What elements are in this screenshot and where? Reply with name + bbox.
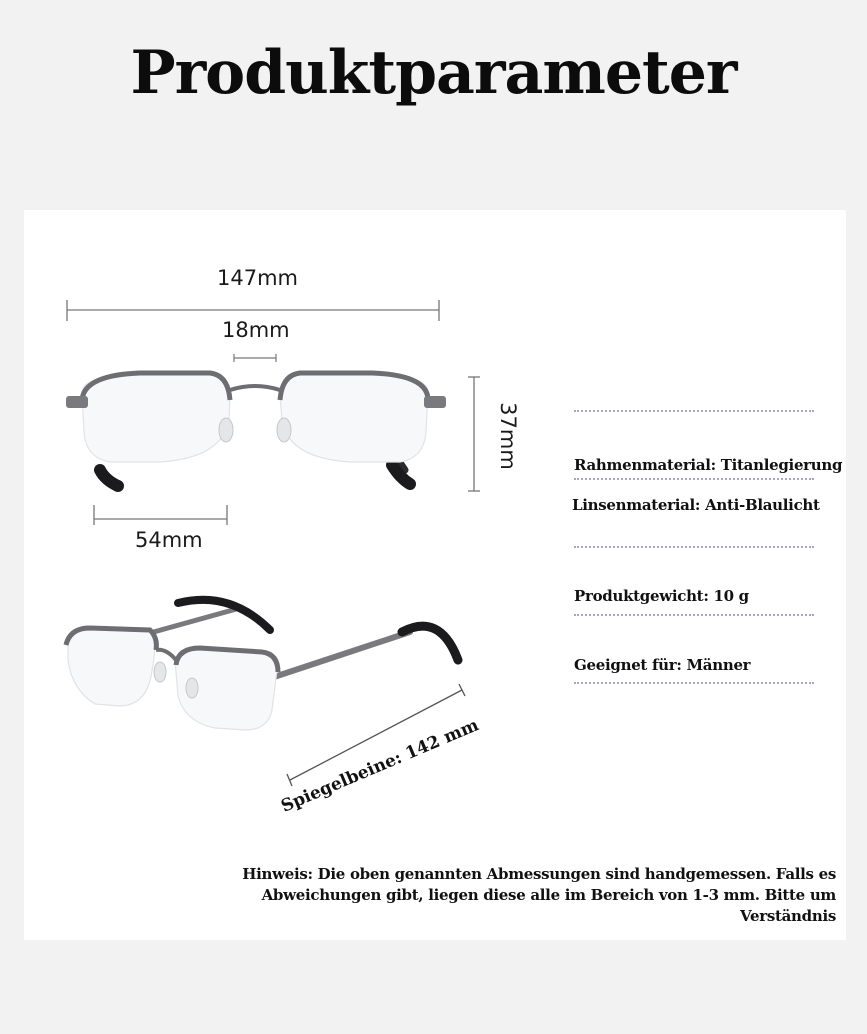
- measurement-note: Hinweis: Die oben genannten Abmessungen sind handgemessen. Falls es Abweichungen gibt, liegen diese alle im Bereich von 1-3 mm. Bitte um Verständnis: [242, 865, 836, 925]
- glasses-front-view: [66, 373, 446, 486]
- spec-frame-material: Rahmenmaterial: Titanlegierung: [574, 456, 843, 474]
- spec-list: [572, 410, 843, 684]
- height-dimension-line: [468, 377, 480, 491]
- lens-dimension-line: [94, 505, 227, 525]
- spec-row: [574, 548, 814, 616]
- lens-height-label: 37mm: [496, 402, 520, 470]
- spec-row: [574, 412, 843, 480]
- total-width-label: 147mm: [217, 266, 298, 290]
- spec-row: [572, 480, 820, 548]
- glasses-side-view: [66, 600, 458, 730]
- spec-lens-material: Linsenmaterial: Anti-Blaulicht: [572, 496, 820, 514]
- page-title: Produktparameter: [130, 38, 737, 108]
- spec-weight: Produktgewicht: 10 g: [574, 587, 749, 605]
- temple-length-label: Spiegelbeine: 142 mm: [278, 715, 482, 817]
- bridge-dimension-line: [234, 354, 276, 362]
- lens-width-label: 54mm: [135, 528, 203, 552]
- spec-row: [574, 616, 814, 684]
- bridge-width-label: 18mm: [222, 318, 290, 342]
- spec-suitable-for: Geeignet für: Männer: [574, 656, 751, 674]
